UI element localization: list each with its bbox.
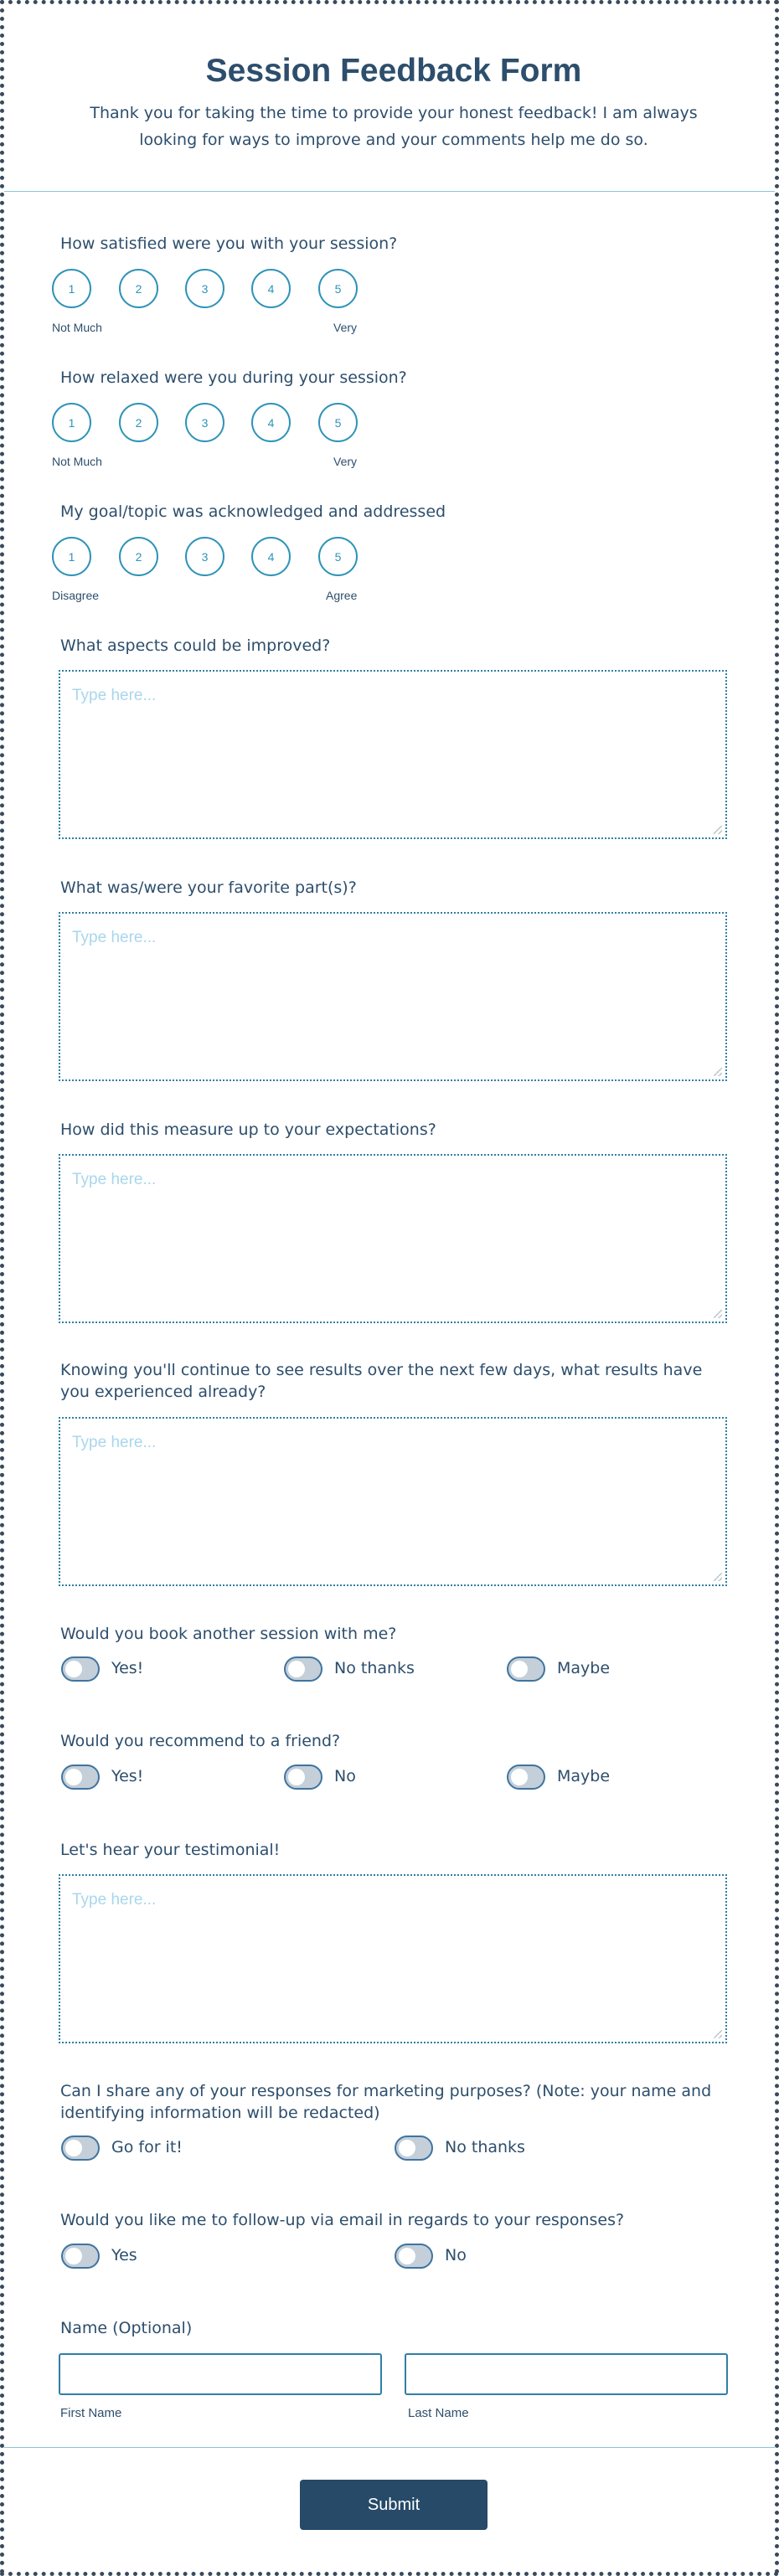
toggle-knob xyxy=(399,2140,415,2156)
rating-question-relaxed: How relaxed were you during your session? xyxy=(60,368,407,387)
question-improvements: What aspects could be improved? xyxy=(60,636,331,655)
toggle-switch[interactable] xyxy=(395,2136,433,2161)
textarea-placeholder: Type here... xyxy=(72,687,157,704)
toggle-switch[interactable] xyxy=(284,1656,322,1682)
footer-divider xyxy=(4,2447,775,2448)
expectations-textarea[interactable] xyxy=(59,1154,727,1323)
toggle-knob xyxy=(399,2248,415,2264)
question-favorite-parts: What was/were your favorite part(s)? xyxy=(60,878,357,897)
toggle-knob xyxy=(511,1661,528,1677)
rating-low-label: Not Much xyxy=(52,321,102,334)
toggle-label: Yes! xyxy=(111,1767,144,1785)
rating-high-label: Very xyxy=(333,455,358,468)
rating-option-3[interactable]: 3 xyxy=(185,537,224,576)
rating-option-4[interactable]: 4 xyxy=(251,537,291,576)
name-label: Name (Optional) xyxy=(60,2319,193,2337)
resize-grip-icon[interactable] xyxy=(714,1310,722,1318)
toggle-label: No xyxy=(445,2246,467,2264)
question-expectations: How did this measure up to your expectations? xyxy=(60,1121,436,1139)
toggle-label: Yes xyxy=(111,2246,137,2264)
rating-option-5[interactable]: 5 xyxy=(318,269,358,308)
rating-high-label: Agree xyxy=(326,589,358,602)
rating-scale-relaxed xyxy=(52,403,387,478)
header-divider xyxy=(4,191,775,192)
rating-option-5[interactable]: 5 xyxy=(318,403,358,442)
textarea-placeholder: Type here... xyxy=(72,1434,157,1451)
rating-low-label: Not Much xyxy=(52,455,102,468)
question-book-again: Would you book another session with me? xyxy=(60,1625,397,1643)
toggle-knob xyxy=(288,1661,305,1677)
toggle-knob xyxy=(511,1769,528,1785)
rating-option-2[interactable]: 2 xyxy=(119,403,158,442)
rating-option-1[interactable]: 1 xyxy=(52,403,91,442)
toggle-label: Go for it! xyxy=(111,2138,183,2156)
question-recommend: Would you recommend to a friend? xyxy=(60,1732,341,1750)
toggle-knob xyxy=(65,2140,82,2156)
toggle-switch[interactable] xyxy=(61,2136,100,2161)
toggle-label: Maybe xyxy=(557,1767,611,1785)
toggle-switch[interactable] xyxy=(61,1765,100,1790)
favorite-parts-textarea[interactable] xyxy=(59,912,727,1081)
rating-low-label: Disagree xyxy=(52,589,100,602)
textarea-placeholder: Type here... xyxy=(72,929,157,946)
rating-option-4[interactable]: 4 xyxy=(251,269,291,308)
question-testimonial: Let's hear your testimonial! xyxy=(60,1841,281,1859)
toggle-switch[interactable] xyxy=(395,2244,433,2269)
results-textarea[interactable] xyxy=(59,1417,727,1586)
rating-option-1[interactable]: 1 xyxy=(52,537,91,576)
rating-option-4[interactable]: 4 xyxy=(251,403,291,442)
toggle-switch[interactable] xyxy=(61,2244,100,2269)
resize-grip-icon[interactable] xyxy=(714,1573,722,1581)
rating-scale-goal xyxy=(52,537,387,612)
toggle-switch[interactable] xyxy=(507,1765,545,1790)
form-title: Session Feedback Form xyxy=(205,53,582,89)
textarea-placeholder: Type here... xyxy=(72,1891,157,1909)
resize-grip-icon[interactable] xyxy=(714,2030,722,2038)
toggle-label: No thanks xyxy=(334,1659,415,1677)
rating-option-1[interactable]: 1 xyxy=(52,269,91,308)
rating-scale-satisfied xyxy=(52,269,387,344)
question-followup: Would you like me to follow-up via email in regards to your responses? xyxy=(60,2211,625,2229)
toggle-switch[interactable] xyxy=(61,1656,100,1682)
first-name-input[interactable] xyxy=(59,2353,382,2395)
first-name-sublabel: First Name xyxy=(60,2406,122,2420)
toggle-knob xyxy=(65,2248,82,2264)
toggle-label: No xyxy=(334,1767,356,1785)
question-marketing: Can I share any of your responses for marketing purposes? (Note: your name and identifying information will be redacted) xyxy=(60,2082,712,2122)
rating-option-2[interactable]: 2 xyxy=(119,537,158,576)
textarea-placeholder: Type here... xyxy=(72,1171,157,1188)
rating-option-3[interactable]: 3 xyxy=(185,269,224,308)
toggle-knob xyxy=(65,1769,82,1785)
rating-question-goal: My goal/topic was acknowledged and addressed xyxy=(60,502,446,521)
rating-question-satisfied: How satisfied were you with your session? xyxy=(60,234,398,253)
last-name-sublabel: Last Name xyxy=(408,2406,469,2420)
testimonial-textarea[interactable] xyxy=(59,1874,727,2043)
toggle-knob xyxy=(288,1769,305,1785)
resize-grip-icon[interactable] xyxy=(714,826,722,834)
rating-high-label: Very xyxy=(333,321,358,334)
last-name-input[interactable] xyxy=(405,2353,728,2395)
toggle-label: No thanks xyxy=(445,2138,525,2156)
question-results: Knowing you'll continue to see results over the next few days, what results have you experienced already? xyxy=(60,1361,703,1401)
toggle-label: Maybe xyxy=(557,1659,611,1677)
toggle-switch[interactable] xyxy=(284,1765,322,1790)
resize-grip-icon[interactable] xyxy=(714,1068,722,1076)
submit-button[interactable]: Submit xyxy=(300,2480,488,2530)
toggle-label: Yes! xyxy=(111,1659,144,1677)
rating-option-5[interactable]: 5 xyxy=(318,537,358,576)
rating-option-3[interactable]: 3 xyxy=(185,403,224,442)
toggle-knob xyxy=(65,1661,82,1677)
rating-option-2[interactable]: 2 xyxy=(119,269,158,308)
toggle-switch[interactable] xyxy=(507,1656,545,1682)
improvements-textarea[interactable] xyxy=(59,670,727,839)
form-subtitle: Thank you for taking the time to provide your honest feedback! I am always looking for ways to improve and your comments help me do so. xyxy=(90,104,698,149)
